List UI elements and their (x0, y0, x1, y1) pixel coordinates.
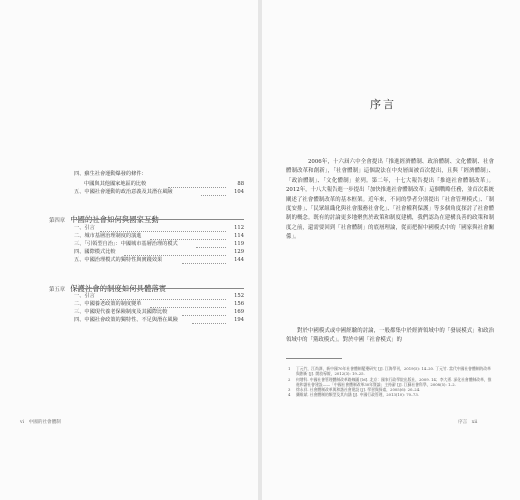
footnote-divider (286, 358, 342, 359)
toc-section-title[interactable]: 四、國際模式比較 (74, 249, 116, 255)
chapter-title: 中國的社會如何與國家互動 (70, 215, 159, 224)
toc-section-title[interactable]: 一、引言 (74, 293, 95, 299)
toc-page-number: 114 (234, 233, 244, 239)
toc-section-title[interactable]: 三、中國現代養老保險制度及其國際比較 (74, 309, 168, 315)
footnote-text: 丁元竹，江尚澤，新中國70年社會體制變遷研究 [J]. 江海學刊，2019(5): 14–20. 丁元竹. 當代中國社會體制的改革與創新 [J]. 開放導報，2012(3): 19–25. (296, 366, 491, 377)
footnote-number: 4 (288, 392, 291, 398)
footnote-number: 2 (288, 376, 291, 382)
toc-leader-dots (100, 298, 226, 300)
toc-leader-dots (168, 186, 226, 188)
toc-page-number: 156 (234, 301, 244, 307)
toc-chapter-heading[interactable] (49, 276, 166, 295)
footnote-item (286, 377, 494, 388)
chapter-title: 保護社會的制度如何具體落實 (70, 284, 167, 293)
toc-leader-dots (100, 230, 226, 232)
toc-section-title[interactable]: 中國與其他國家地區的比較 (84, 181, 147, 187)
toc-section-title[interactable]: 二、中國養老政策的制度變革 (74, 301, 142, 307)
toc-page-number: 194 (234, 317, 244, 323)
left-page (0, 0, 258, 500)
toc-page-number: 119 (234, 241, 244, 247)
footnote-text: 龔維斌. 社會體制的類型及其內涵 [J]. 中國行政管理，2013(10): 70–73. (296, 392, 419, 398)
toc-leader-dots (182, 262, 226, 264)
chapter-label: 第四章 (49, 218, 66, 224)
footnote-number: 3 (288, 387, 291, 393)
toc-leader-dots (182, 314, 226, 316)
toc-section-title[interactable]: 五、中國治理模式的獨特性與實踐效果 (74, 257, 163, 263)
toc-page-number: 169 (234, 309, 244, 315)
toc-leader-dots (150, 306, 226, 308)
preface-paragraph: 對於中國模式或中國經驗的討論，一般都集中於經濟領域中的「發展模式」和政治領域中的「黨政模式」。對於中國「社會模式」的 (286, 328, 494, 344)
chapter-divider (74, 219, 244, 220)
footnote-number: 1 (288, 366, 291, 371)
footnote-text: 徐永祥. 社會體制改革與和諧社會建設 [J]. 學習與探索，2005(6): 20–24. (296, 387, 421, 393)
toc-section-title[interactable]: 四、中國社會政策的獨特性、不足與潛在風險 (74, 317, 178, 323)
toc-section-title[interactable]: 三、「引領型自治」：中國城市基層治理的模式 (74, 241, 178, 247)
footnote-text: 何增科. 中國社會管理體制改革路線圖 [M]. 北京：國家行政學院出版社，2009. 14；李大勇. 深化社會體制改革，推進和諧社會建設——「中國社會體制改革30年暨論」主持辭 [J]. 江蘇社會科學，2008(5): 1–2. (296, 376, 492, 387)
chapter-divider (74, 288, 244, 289)
toc-page-number: 144 (234, 257, 244, 263)
footnote-item (286, 366, 494, 377)
toc-section-title[interactable]: 二、城市基層治理制度的演進 (74, 233, 142, 239)
preface-paragraph: 2006年，十六屆六中全會提出「推進經濟體制、政治體制、文化體制、社會體制改革和創新」，「社會體制」這個說法在中央層面被首次提出，且與「經濟體制」、「政治體制」、「文化體制」並列。第二年，十七大報告提出「推進社會體制改革」。2012年，十八大報告進一步提出「加快推進社會體制改革」這個戰略任務，並首次系統闡述了社會體制改革的基本框架。近年來，不同的學者分別提出「社會管理模式」、「制度安排」、「民眾組織化與社會服務社會化」、「社會權利保護」等多個角度探討了社會體制的概念。既有的討論更多地聚焦於政策和制度建構，我們認為在建構良善的政策和制度之前，還需要回到「社會體制」的底層理論，從而把握中國模式中的「國家與社會關係」。 (286, 159, 494, 241)
right-page (262, 0, 520, 500)
toc-chapter-heading[interactable] (49, 207, 159, 226)
toc-section-title[interactable]: 四、蘇生社會運動爆發的條件： (74, 171, 147, 177)
preface-title: 序言 (370, 98, 396, 111)
toc-leader-dots (192, 322, 226, 324)
toc-section-title[interactable]: 五、中國社會運動的政治意義及其潛在風險 (74, 189, 173, 195)
toc-page-number: 152 (234, 293, 244, 299)
toc-page-number: 88 (237, 181, 244, 187)
toc-leader-dots (201, 194, 226, 196)
footnotes (286, 366, 494, 398)
chapter-label: 第五章 (49, 287, 66, 293)
toc-page-number: 129 (234, 249, 244, 255)
toc-leader-dots (124, 254, 226, 256)
right-page-folio: 序言 xii (458, 420, 478, 425)
toc-section-title[interactable]: 一、引言 (74, 225, 95, 231)
footnote-item (286, 392, 494, 397)
toc-page-number: 104 (234, 189, 244, 195)
toc-leader-dots (196, 246, 226, 248)
toc-page-number: 112 (234, 225, 244, 231)
left-page-folio: vi 中國的社會體制 (20, 420, 61, 425)
toc-leader-dots (150, 238, 226, 240)
